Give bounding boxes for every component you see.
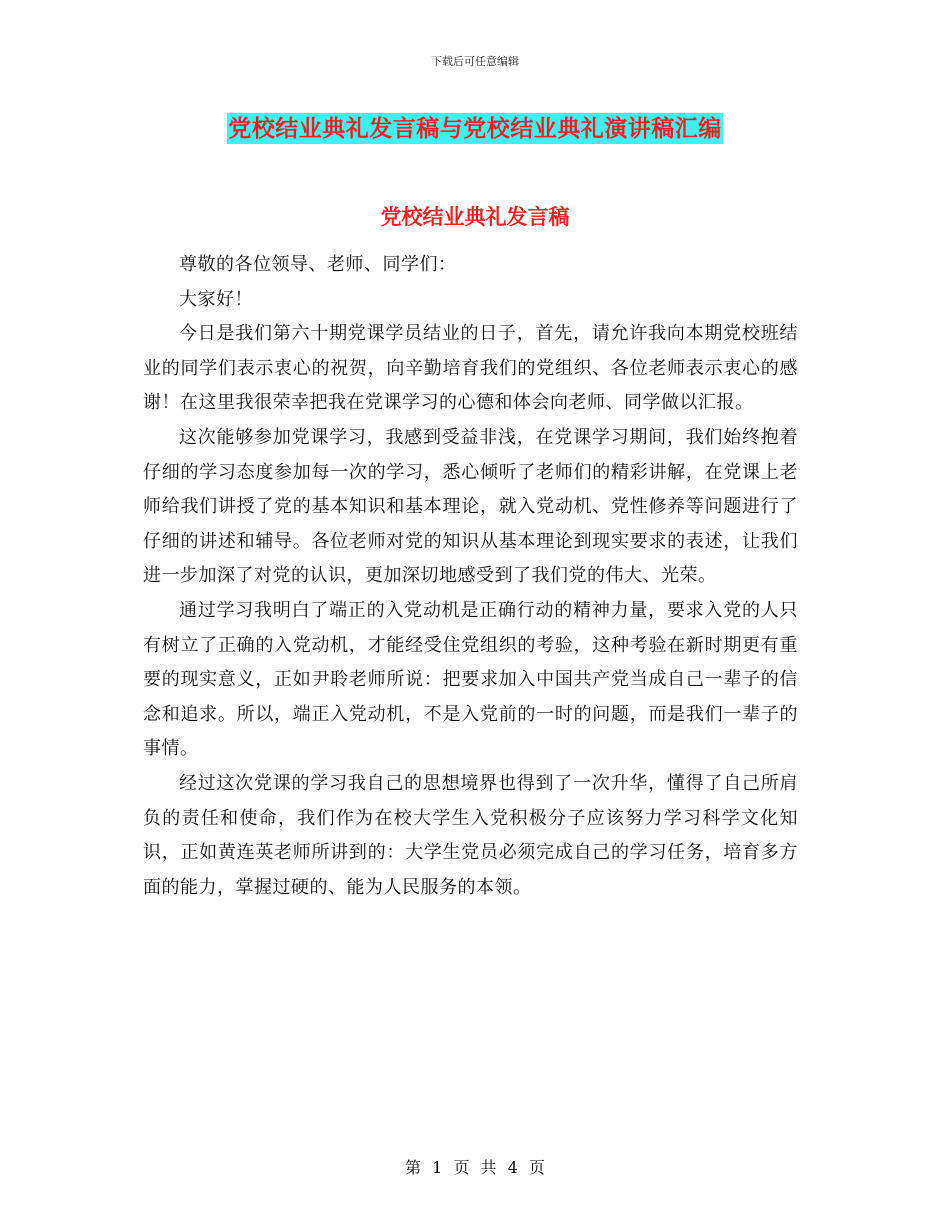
greeting: 大家好！: [179, 288, 253, 310]
paragraph: 通过学习我明白了端正的入党动机是正确行动的精神力量，要求入党的人只有树立了正确的入党动机，才能经受住党组织的考验，这种考验在新时期更有重要的现实意义，正如尹聆老师所说：把要求加入中国共产党当成自己一辈子的信念和追求。所以，端正入党动机，不是入党前的一时的问题，而是我们一辈子的事情。: [143, 599, 798, 760]
paragraph: 经过这次党课的学习我自己的思想境界也得到了一次升华，懂得了自己所肩负的责任和使命，我们作为在校大学生入党积极分子应该努力学习科学文化知识，正如黄连英老师所讲到的：大学生党员必须完成自己的学习任务，培育多方面的能力，掌握过硬的、能为人民服务的本领。: [143, 772, 798, 898]
salutation: 尊敬的各位领导、老师、同学们：: [179, 254, 457, 275]
body-text: [143, 248, 798, 905]
section-title: 党校结业典礼发言稿: [380, 204, 570, 229]
page-footer: 第 1 页 共 4 页: [405, 1158, 545, 1177]
paragraph: 今日是我们第六十期党课学员结业的日子，首先，请允许我向本期党校班结业的同学们表示衷心的祝贺，向辛勤培育我们的党组织、各位老师表示衷心的感谢！在这里我很荣幸把我在党课学习的心德和体会向老师、同学做以汇报。: [143, 323, 798, 414]
main-title-container: [0, 113, 950, 144]
main-title: 党校结业典礼发言稿与党校结业典礼演讲稿汇编: [228, 115, 722, 142]
header-note: 下载后可任意编辑: [431, 55, 519, 68]
paragraph: 这次能够参加党课学习，我感到受益非浅，在党课学习期间，我们始终抱着仔细的学习态度参加每一次的学习，悉心倾听了老师们的精彩讲解，在党课上老师给我们讲授了党的基本知识和基本理论，就入党动机、党性修养等问题进行了仔细的讲述和辅导。各位老师对党的知识从基本理论到现实要求的表述，让我们进一步加深了对党的认识，更加深切地感受到了我们党的伟大、光荣。: [143, 426, 798, 587]
